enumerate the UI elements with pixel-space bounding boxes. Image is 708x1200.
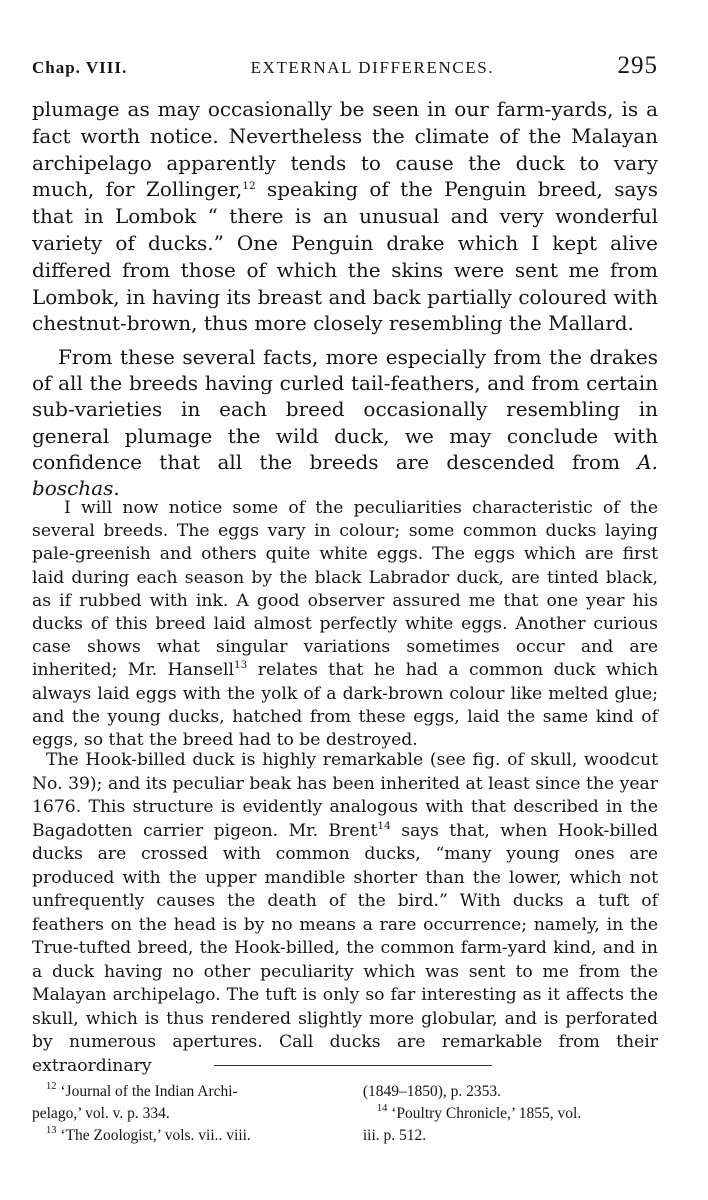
- footnote-mark: 13: [46, 1125, 57, 1136]
- paragraph-text: plumage as may occasionally be seen in our farm-yards, is a fact worth notice. Nevertheless the climate of the Malayan archipelago apparently tends to cause the duck to vary much, for Zollinger,: [32, 97, 658, 202]
- paragraph-text: From these several facts, more especially from the drakes of all the breeds having curled tail-feathers, and from certain sub-varieties in each breed occasionally resembling in general plumage the wild duck, we may conclude with confidence that all the breeds are descended from: [32, 345, 658, 474]
- running-header: [32, 52, 658, 82]
- footnote-text: ‘The Zoologist,’ vols. vii.. viii.: [56, 1127, 251, 1144]
- footnote-mark: 14: [376, 1103, 388, 1114]
- footnote-divider: [214, 1065, 492, 1066]
- footnote-text: ‘Poultry Chronicle,’ 1855, vol.: [387, 1105, 582, 1122]
- footnote-text: ‘Journal of the Indian Archi-: [56, 1083, 238, 1100]
- footnote-14: [363, 1103, 658, 1125]
- footnote-column-left: [32, 1081, 345, 1147]
- footnote-column-right: [345, 1081, 658, 1147]
- footnote-12-continued: pelago,’ vol. v. p. 334.: [32, 1105, 170, 1122]
- paragraph-zollinger: [32, 96, 658, 337]
- paragraph-conclusion: [32, 344, 658, 501]
- footnote-14-continued: iii. p. 512.: [362, 1127, 427, 1144]
- footnote-mark: 12: [46, 1081, 57, 1092]
- footnote-13: [32, 1125, 345, 1147]
- paragraph-text: speaking of the Penguin breed, says that in Lombok “ there is an unusual and very wonderful variety of ducks.” One Penguin drake which I kept alive differed from those of which the skins were sent me from Lombok, in having its breast and back partially coloured with chestnut-brown, thus more closely resembling the Mallard.: [32, 177, 658, 336]
- page-number: 295: [617, 52, 658, 79]
- paragraph-text: .: [113, 476, 120, 501]
- paragraph-text: I will now notice some of the peculiarities characteristic of the several breeds. The eggs vary in colour; some common ducks laying pale-greenish and others quite white eggs. The eggs which are first laid during each season by the black Labrador duck, are tinted black, as if rubbed with ink. A good observer assured me that one year his ducks of this breed laid almost perfectly white eggs. Another curious case shows what singular variations sometimes occur and are inherited; Mr. Hansell: [32, 498, 658, 681]
- paragraph-eggs: [32, 497, 658, 752]
- footnote-12: [32, 1081, 345, 1103]
- paragraph-hook-billed: [32, 749, 658, 1078]
- footnote-ref-14: 14: [377, 819, 391, 832]
- footnote-13-continued: (1849–1850), p. 2353.: [362, 1083, 502, 1100]
- footnote-ref-12: 12: [242, 180, 256, 193]
- footnote-ref-13: 13: [233, 659, 248, 672]
- running-title: EXTERNAL DIFFERENCES.: [250, 58, 495, 77]
- paragraph-text: relates that he had a common duck which always laid eggs with the yolk of a dark-brown colour like melted glue; and the young ducks, hatched from these eggs, laid the same kind of eggs, so that the breed had to be destroyed.: [32, 660, 659, 751]
- species-name: A. boschas: [32, 449, 658, 501]
- paragraph-text: The Hook-billed duck is highly remarkable (see fig. of skull, woodcut No. 39); and its peculiar beak has been inherited at least since the year 1676. This structure is evidently analogous with that described in the Bagadotten carrier pigeon. Mr. Brent: [32, 750, 658, 841]
- chapter-label: Chap. VIII.: [32, 58, 128, 77]
- paragraph-text: says that, when Hook-billed ducks are crossed with common ducks, “many young ones are produced with the upper mandible shorter than the lower, which not unfrequently causes the death of the bird.” With ducks a tuft of feathers on the head is by no means a rare occurrence; namely, in the True-tufted breed, the Hook-billed, the common farm-yard kind, and in a duck having no other peculiarity which was sent to me from the Malayan archipelago. The tuft is only so far interesting as it affects the skull, which is thus rendered slightly more globular, and is perforated by numerous apertures. Call ducks are remarkable from their extraordinary: [32, 820, 659, 1076]
- footnotes: [32, 1081, 658, 1147]
